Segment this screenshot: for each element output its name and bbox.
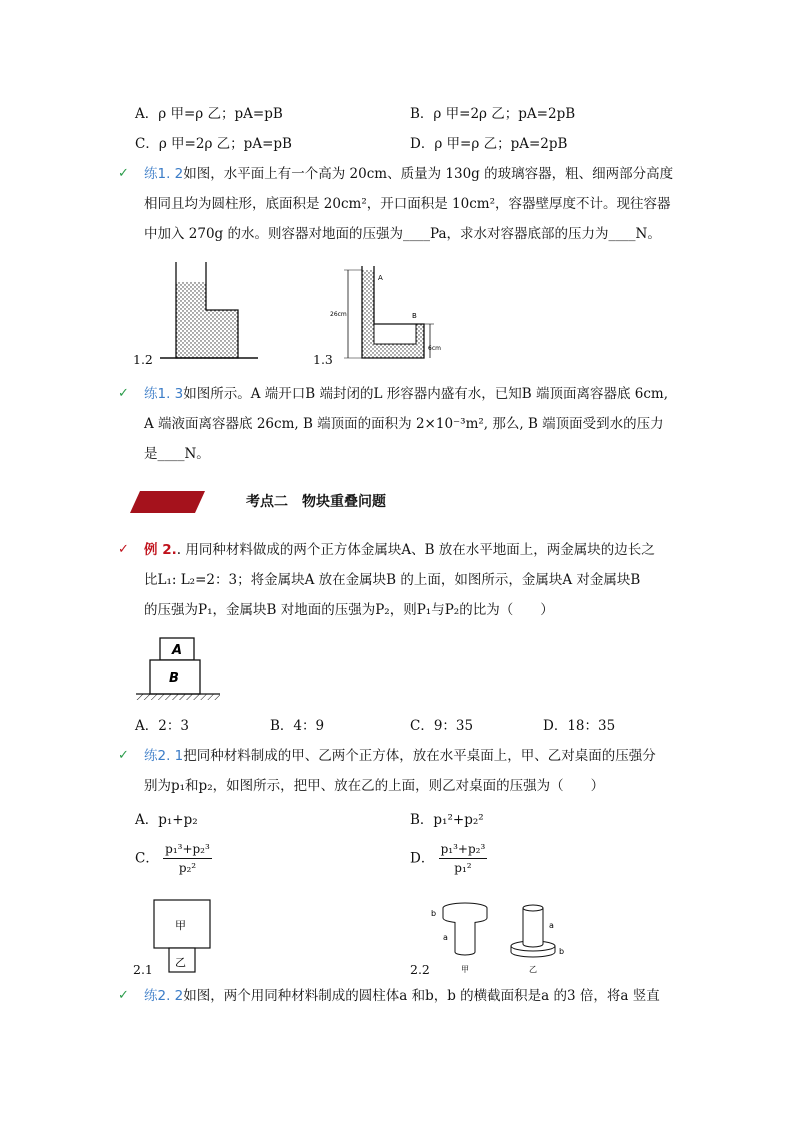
- question-text: 如图所示。A 端开口B 端封闭的L 形容器内盛有水，已知B 端顶面离容器底 6cm,: [183, 386, 669, 402]
- check-icon: ✓: [118, 166, 129, 181]
- fig-1-3-height-26: 26cm: [330, 311, 347, 318]
- fig-2-2-yi-label: 乙: [529, 965, 537, 974]
- prev-option-a: A．ρ 甲=ρ 乙；pA=pB: [135, 106, 283, 122]
- fraction-denominator: p₂²: [178, 861, 197, 875]
- fig-2-2-b2-label: b: [559, 947, 565, 956]
- example-2-line2: 比L₁: L₂=2：3；将金属块A 放在金属块B 的上面，如图所示，金属块A 对金属块B: [144, 572, 641, 588]
- yi-label: 乙: [175, 956, 186, 969]
- example-label: 例 2.: [144, 542, 177, 558]
- question-1-2-line2: 相同且均为圆柱形，底面积是 20cm²，开口面积是 10cm²，容器壁厚度不计。现往容器: [144, 196, 671, 212]
- jia-label: 甲: [175, 919, 186, 932]
- question-1-2-line1: [144, 164, 673, 184]
- fig-1-3-label-a: A: [378, 274, 383, 282]
- question-label: 练1. 2: [144, 166, 184, 182]
- question-text: 如图，两个用同种材料制成的圆柱体a 和b，b 的横截面积是a 的3 倍，将a 竖直: [183, 988, 660, 1004]
- fig-2-2-a-label: a: [443, 933, 448, 942]
- figure-2-2-label: 2.2: [410, 962, 430, 977]
- question-2-1-line1: [144, 746, 656, 766]
- section-2-title: 考点二 物块重叠问题: [246, 494, 386, 510]
- question-1-3-line2: A 端液面离容器底 26cm, B 端顶面的面积为 2×10⁻³m², 那么, B 端顶面受到水的压力: [144, 416, 664, 432]
- question-1-2-line3: 中加入 270g 的水。则容器对地面的压强为____Pa，求水对容器底部的压力为____N。: [144, 226, 661, 242]
- question-2-1-option-a: A．p₁+p₂: [135, 812, 198, 828]
- question-2-2-line1: [144, 986, 660, 1006]
- section-marker-icon: [130, 491, 205, 513]
- fig-1-3-label-b: B: [412, 312, 417, 320]
- prev-option-c: C．ρ 甲=2ρ 乙；pA=pB: [135, 136, 292, 152]
- figure-2-2-container: [425, 892, 585, 978]
- question-1-3-line1: [144, 384, 668, 404]
- example-2-line3: 的压强为P₁，金属块B 对地面的压强为P₂，则P₁与P₂的比为（ ）: [144, 602, 554, 618]
- option-c-prefix: C．: [135, 850, 159, 867]
- fraction-numerator: p₁³+p₂³: [163, 840, 212, 859]
- question-2-1-line2: 别为p₁和p₂，如图所示，把甲、放在乙的上面，则乙对桌面的压强为（ ）: [144, 778, 605, 794]
- question-label: 练2. 2: [144, 988, 184, 1004]
- example-text: . 用同种材料做成的两个正方体金属块A、B 放在水平地面上，两金属块的边长之: [176, 542, 655, 558]
- question-text: 如图，水平面上有一个高为 20cm、质量为 130g 的玻璃容器，粗、细两部分高度: [183, 166, 674, 182]
- check-icon: ✓: [118, 748, 129, 763]
- figure-1-3-container: [330, 262, 450, 372]
- fig-2-2-a2-label: a: [549, 921, 554, 930]
- figure-2-1-label: 2.1: [133, 962, 153, 977]
- block-a-label: A: [172, 643, 183, 658]
- prev-option-d: D．ρ 甲=ρ 乙；pA=2pB: [410, 136, 568, 152]
- prev-option-b: B．ρ 甲=2ρ 乙；pA=2pB: [410, 106, 576, 122]
- option-d-prefix: D．: [410, 850, 435, 867]
- question-label: 练1. 3: [144, 386, 184, 402]
- example-2-option-b: B．4：9: [270, 718, 325, 734]
- example-2-option-a: A．2：3: [135, 718, 189, 734]
- question-1-3-line3: 是____N。: [144, 446, 210, 462]
- block-b-label: B: [169, 671, 179, 686]
- question-2-1-option-d: [410, 840, 487, 877]
- example-2-option-c: C．9：35: [410, 718, 474, 734]
- question-text: 把同种材料制成的甲、乙两个正方体，放在水平桌面上，甲、乙对桌面的压强分: [183, 748, 656, 764]
- check-icon: ✓: [118, 386, 129, 401]
- example-2-option-d: D．18：35: [543, 718, 616, 734]
- question-2-1-option-c: [135, 840, 212, 877]
- figure-blocks-container: [132, 634, 222, 704]
- example-2-line1: [144, 540, 655, 560]
- figure-1-3-label: 1.3: [313, 352, 333, 367]
- figure-1-2-label: 1.2: [133, 352, 153, 367]
- question-2-1-option-b: B．p₁²+p₂²: [410, 812, 484, 828]
- check-icon: ✓: [118, 988, 129, 1003]
- fig-1-3-height-6: 6cm: [428, 345, 441, 352]
- fig-2-2-b-label: b: [431, 909, 437, 918]
- check-icon: ✓: [118, 542, 129, 557]
- figure-2-1-container: [150, 898, 220, 976]
- option-c-fraction: [163, 840, 212, 877]
- fig-2-2-jia-label: 甲: [461, 965, 469, 974]
- option-d-fraction: [439, 840, 488, 877]
- fraction-numerator: p₁³+p₂³: [439, 840, 488, 859]
- question-label: 练2. 1: [144, 748, 184, 764]
- fraction-denominator: p₁²: [454, 861, 472, 875]
